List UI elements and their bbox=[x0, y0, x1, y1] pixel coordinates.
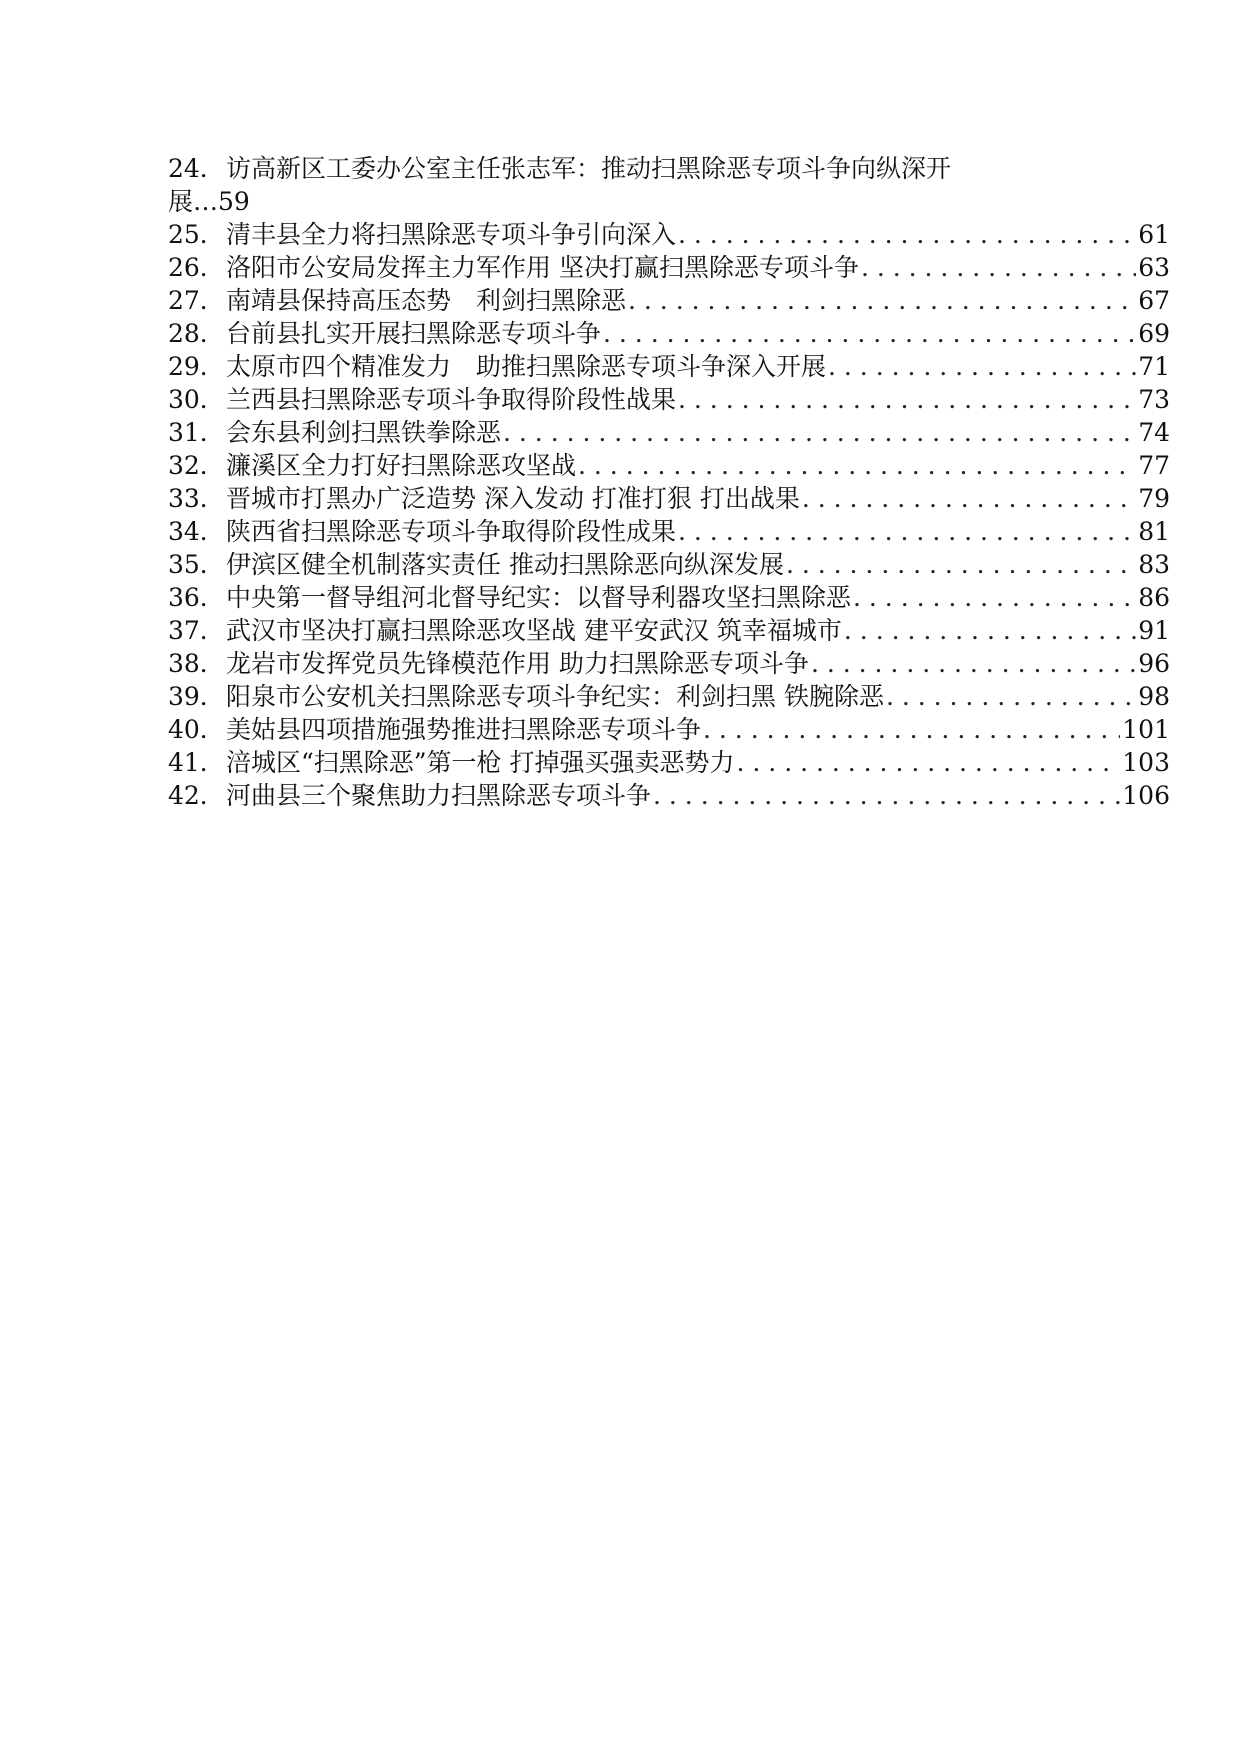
toc-dot-leader bbox=[786, 548, 1136, 581]
toc-entry-title: 武汉市坚决打赢扫黑除恶攻坚战 建平安武汉 筑幸福城市 bbox=[226, 616, 842, 645]
toc-entry-page: 71 bbox=[1138, 352, 1170, 381]
toc-dot-leader bbox=[811, 647, 1136, 680]
toc-entry-page: 81 bbox=[1138, 517, 1170, 546]
toc-entry-page: 86 bbox=[1138, 583, 1170, 612]
toc-entry-number: 30． bbox=[168, 385, 225, 414]
toc-entry-title: 会东县利剑扫黑铁拳除恶 bbox=[226, 418, 502, 447]
toc-dot-leader bbox=[678, 515, 1136, 548]
toc-entry[interactable] bbox=[168, 746, 1170, 779]
toc-entry-number: 27． bbox=[168, 286, 225, 315]
toc-entry-number: 29． bbox=[168, 352, 225, 381]
toc-entry[interactable] bbox=[168, 647, 1170, 680]
toc-entry[interactable] bbox=[168, 449, 1170, 482]
toc-entry[interactable] bbox=[168, 317, 1170, 350]
toc-entry-page: 63 bbox=[1138, 253, 1170, 282]
toc-dot-leader bbox=[802, 482, 1136, 515]
toc-entry-page: 98 bbox=[1138, 682, 1170, 711]
toc-entry-title-continued: 展… bbox=[168, 187, 219, 216]
toc-entry-page: 61 bbox=[1138, 220, 1170, 249]
toc-entry-page: 103 bbox=[1122, 748, 1170, 777]
toc-entry-page: 106 bbox=[1122, 781, 1170, 810]
toc-entry-title: 太原市四个精准发力 助推扫黑除恶专项斗争深入开展 bbox=[226, 352, 827, 381]
table-of-contents bbox=[168, 152, 1170, 812]
toc-dot-leader bbox=[861, 251, 1136, 284]
toc-entry-title: 河曲县三个聚焦助力扫黑除恶专项斗争 bbox=[226, 781, 652, 810]
toc-entry-title: 陕西省扫黑除恶专项斗争取得阶段性成果 bbox=[226, 517, 677, 546]
toc-entry-number: 39． bbox=[168, 682, 225, 711]
toc-entry[interactable] bbox=[168, 251, 1170, 284]
toc-entry-title: 兰西县扫黑除恶专项斗争取得阶段性战果 bbox=[226, 385, 677, 414]
toc-entry[interactable] bbox=[168, 713, 1170, 746]
toc-dot-leader bbox=[886, 680, 1136, 713]
toc-entry-number: 33． bbox=[168, 484, 225, 513]
toc-entry-page: 79 bbox=[1138, 484, 1170, 513]
toc-entry[interactable] bbox=[168, 680, 1170, 713]
toc-dot-leader bbox=[578, 449, 1136, 482]
toc-dot-leader bbox=[844, 614, 1136, 647]
toc-entry[interactable] bbox=[168, 218, 1170, 251]
toc-dot-leader bbox=[628, 284, 1136, 317]
toc-entry-title: 晋城市打黑办广泛造势 深入发动 打准打狠 打出战果 bbox=[226, 484, 800, 513]
toc-entry-number: 38． bbox=[168, 649, 225, 678]
toc-entry-title: 涪城区“扫黑除恶”第一枪 打掉强买强卖恶势力 bbox=[226, 748, 735, 777]
toc-entry-title: 南靖县保持高压态势 利剑扫黑除恶 bbox=[226, 286, 627, 315]
toc-entry-number: 31． bbox=[168, 418, 225, 447]
toc-entry[interactable] bbox=[168, 284, 1170, 317]
toc-entry[interactable] bbox=[168, 548, 1170, 581]
toc-dot-leader bbox=[678, 218, 1136, 251]
toc-dot-leader bbox=[737, 746, 1121, 779]
toc-entry-page: 96 bbox=[1138, 649, 1170, 678]
toc-entry-page: 83 bbox=[1138, 550, 1170, 579]
toc-entry[interactable] bbox=[168, 350, 1170, 383]
toc-entry[interactable] bbox=[168, 482, 1170, 515]
toc-entry[interactable] bbox=[168, 383, 1170, 416]
toc-entry[interactable] bbox=[168, 515, 1170, 548]
toc-entry-title: 伊滨区健全机制落实责任 推动扫黑除恶向纵深发展 bbox=[226, 550, 784, 579]
toc-entry-number: 24． bbox=[168, 154, 225, 183]
toc-entry-page: 69 bbox=[1138, 319, 1170, 348]
toc-entry-number: 36． bbox=[168, 583, 225, 612]
toc-entry-number: 42． bbox=[168, 781, 225, 810]
toc-entry[interactable] bbox=[168, 614, 1170, 647]
toc-entry-title: 中央第一督导组河北督导纪实：以督导利器攻坚扫黑除恶 bbox=[226, 583, 852, 612]
toc-entry-page: 67 bbox=[1138, 286, 1170, 315]
toc-entry-title: 阳泉市公安机关扫黑除恶专项斗争纪实：利剑扫黑 铁腕除恶 bbox=[226, 682, 884, 711]
toc-entry[interactable] bbox=[168, 581, 1170, 614]
toc-dot-leader bbox=[678, 383, 1136, 416]
toc-entry-title: 台前县扎实开展扫黑除恶专项斗争 bbox=[226, 319, 602, 348]
toc-entry-number: 41． bbox=[168, 748, 225, 777]
toc-list bbox=[168, 218, 1170, 812]
toc-entry-page: 91 bbox=[1138, 616, 1170, 645]
toc-entry-page: 74 bbox=[1138, 418, 1170, 447]
toc-entry-number: 26． bbox=[168, 253, 225, 282]
toc-dot-leader bbox=[603, 317, 1136, 350]
toc-entry-page: 73 bbox=[1138, 385, 1170, 414]
toc-entry-title: 洛阳市公安局发挥主力军作用 坚决打赢扫黑除恶专项斗争 bbox=[226, 253, 859, 282]
toc-entry-page: 77 bbox=[1138, 451, 1170, 480]
toc-entry-number: 35． bbox=[168, 550, 225, 579]
toc-entry-title: 美姑县四项措施强势推进扫黑除恶专项斗争 bbox=[226, 715, 702, 744]
toc-dot-leader bbox=[653, 779, 1120, 812]
toc-entry-title: 濂溪区全力打好扫黑除恶攻坚战 bbox=[226, 451, 577, 480]
toc-entry-number: 40． bbox=[168, 715, 225, 744]
toc-entry-page: 59 bbox=[218, 187, 250, 216]
toc-entry-title: 清丰县全力将扫黑除恶专项斗争引向深入 bbox=[226, 220, 677, 249]
toc-entry[interactable] bbox=[168, 152, 1170, 218]
toc-entry[interactable] bbox=[168, 416, 1170, 449]
toc-entry-number: 32． bbox=[168, 451, 225, 480]
toc-entry[interactable] bbox=[168, 779, 1170, 812]
toc-dot-leader bbox=[503, 416, 1136, 449]
toc-entry-number: 37． bbox=[168, 616, 225, 645]
toc-entry-number: 25． bbox=[168, 220, 225, 249]
toc-entry-number: 34． bbox=[168, 517, 225, 546]
toc-entry-page: 101 bbox=[1122, 715, 1170, 744]
toc-dot-leader bbox=[703, 713, 1120, 746]
toc-entry-title: 龙岩市发挥党员先锋模范作用 助力扫黑除恶专项斗争 bbox=[226, 649, 809, 678]
toc-dot-leader bbox=[853, 581, 1136, 614]
toc-dot-leader bbox=[828, 350, 1136, 383]
toc-entry-number: 28． bbox=[168, 319, 225, 348]
toc-entry-title: 访高新区工委办公室主任张志军：推动扫黑除恶专项斗争向纵深开 bbox=[226, 154, 952, 183]
